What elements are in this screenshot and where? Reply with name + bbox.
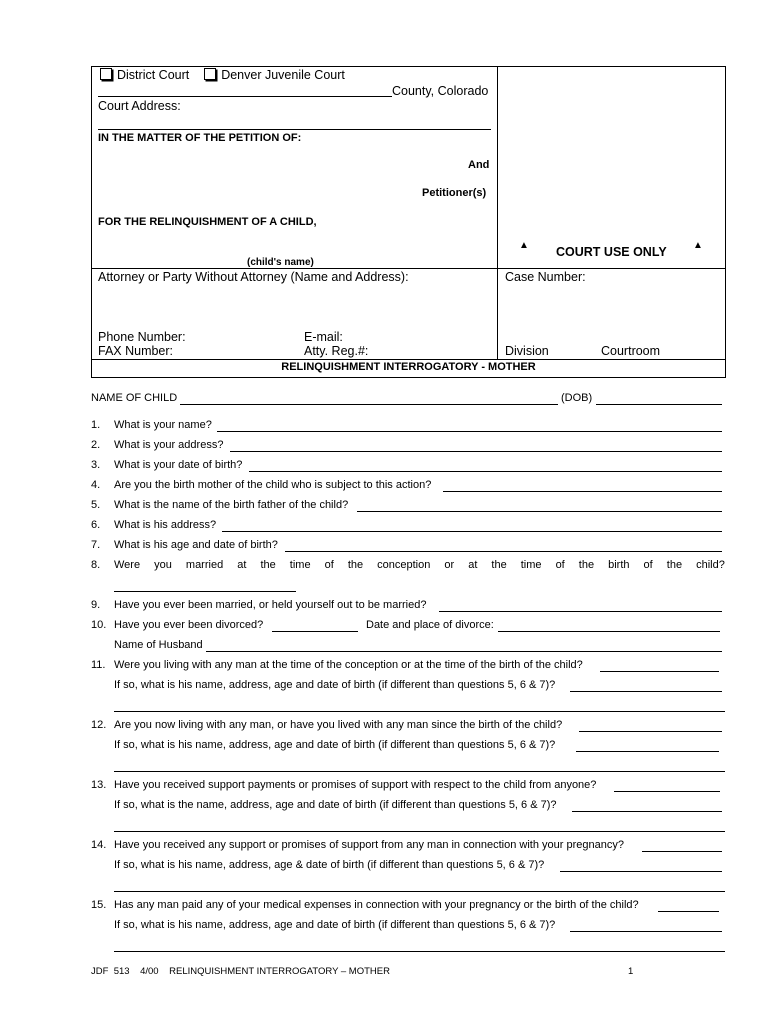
and-label: And (468, 159, 490, 171)
in-matter-label: IN THE MATTER OF THE PETITION OF: (98, 132, 302, 144)
question-subtext: Name of Husband (114, 639, 203, 651)
question-number: 8. (91, 559, 101, 571)
answer-line[interactable] (114, 771, 725, 772)
question-number: 5. (91, 499, 101, 511)
answer-line[interactable] (570, 931, 722, 932)
name-of-child-line[interactable] (180, 404, 558, 405)
answer-line[interactable] (114, 591, 296, 592)
question-subtext: If so, what is his name, address, age and date of birth (if different than questions 5, 6 & 7)? (114, 919, 556, 931)
question-word: of (555, 559, 565, 571)
answer-line[interactable] (658, 911, 719, 912)
question-text: Have you received any support or promises of support from any man in connection with your pregnancy? (114, 839, 624, 851)
question-text: Date and place of divorce: (366, 619, 494, 631)
question-subtext: If so, what is the name, address, age and date of birth (if different than questions 5, 6 & 7)? (114, 799, 557, 811)
denver-juvenile-court-checkbox[interactable] (204, 68, 216, 80)
answer-line[interactable] (572, 811, 722, 812)
question-number: 1. (91, 419, 101, 431)
answer-line[interactable] (114, 891, 725, 892)
question-number: 4. (91, 479, 101, 491)
up-arrow-icon: ▲ (519, 240, 529, 251)
question-word: at (468, 559, 478, 571)
question-word: of (643, 559, 653, 571)
fax-label: FAX Number: (98, 344, 174, 358)
email-label: E-mail: (304, 330, 343, 344)
district-court-label: District Court (117, 68, 190, 82)
attorney-label: Attorney or Party Without Attorney (Name and Address): (98, 270, 409, 284)
question-number: 6. (91, 519, 101, 531)
question-word: birth (608, 559, 630, 571)
question-subtext: If so, what is his name, address, age and date of birth (if different than questions 5, 6 & 7)? (114, 739, 556, 751)
question-text (114, 559, 725, 571)
question-word: time (520, 559, 542, 571)
answer-line[interactable] (443, 491, 722, 492)
question-number: 7. (91, 539, 101, 551)
petitioners-label: Petitioner(s) (422, 187, 487, 199)
denver-juvenile-court-label: Denver Juvenile Court (221, 68, 345, 82)
question-subtext: If so, what is his name, address, age & date of birth (if different than questions 5, 6 & 7)? (114, 859, 545, 871)
answer-line[interactable] (439, 611, 722, 612)
question-text: What is your name? (114, 419, 212, 431)
phone-label: Phone Number: (98, 330, 186, 344)
question-word: the (666, 559, 683, 571)
district-court-checkbox[interactable] (100, 68, 112, 80)
answer-line[interactable] (576, 751, 719, 752)
division-label: Division (505, 344, 549, 358)
answer-line[interactable] (357, 511, 722, 512)
question-number: 9. (91, 599, 101, 611)
question-number: 2. (91, 439, 101, 451)
answer-line[interactable] (217, 431, 722, 432)
county-line[interactable] (98, 96, 392, 97)
question-word: the (491, 559, 507, 571)
question-word: married (185, 559, 224, 571)
answer-line[interactable] (642, 851, 722, 852)
question-number: 14. (91, 839, 107, 851)
question-text: Has any man paid any of your medical expenses in connection with your pregnancy or the birth of the child? (114, 899, 639, 911)
footer-form-id: JDF 513 4/00 RELINQUISHMENT INTERROGATORY – MOTHER (91, 966, 390, 977)
question-text: What is your address? (114, 439, 224, 451)
atty-reg-label: Atty. Reg.#: (304, 344, 369, 358)
question-text: What is the name of the birth father of the child? (114, 499, 349, 511)
court-use-only-label: COURT USE ONLY (556, 245, 667, 259)
question-number: 11. (91, 659, 106, 671)
question-word: the (347, 559, 364, 571)
answer-line[interactable] (560, 871, 722, 872)
answer-line[interactable] (570, 691, 722, 692)
court-address-line[interactable] (98, 129, 491, 130)
question-text: What is your date of birth? (114, 459, 243, 471)
answer-line[interactable] (222, 531, 722, 532)
courtroom-label: Courtroom (601, 344, 661, 358)
caption-divider (497, 66, 498, 359)
answer-line[interactable] (114, 951, 725, 952)
question-word: the (260, 559, 276, 571)
answer-line[interactable] (285, 551, 722, 552)
question-number: 13. (91, 779, 107, 791)
question-text: What is his age and date of birth? (114, 539, 278, 551)
question-word: or (444, 559, 455, 571)
county-colorado-label: County, Colorado (392, 84, 489, 98)
question-text: Have you ever been married, or held yourself out to be married? (114, 599, 427, 611)
answer-line[interactable] (206, 651, 722, 652)
name-of-child-label: NAME OF CHILD (91, 392, 178, 404)
answer-line[interactable] (579, 731, 722, 732)
question-subtext: If so, what is his name, address, age and date of birth (if different than questions 5, 6 & 7)? (114, 679, 556, 691)
question-word: conception (377, 559, 431, 571)
question-word: child? (696, 559, 725, 571)
answer-line[interactable] (114, 711, 725, 712)
relinquishment-label: FOR THE RELINQUISHMENT OF A CHILD, (98, 216, 317, 228)
answer-line[interactable] (614, 791, 720, 792)
title-divider (91, 359, 726, 360)
answer-line[interactable] (272, 631, 358, 632)
up-arrow-icon: ▲ (693, 240, 703, 251)
question-number: 3. (91, 459, 101, 471)
page-number: 1 (628, 966, 634, 977)
court-address-label: Court Address: (98, 99, 181, 113)
question-word: of (324, 559, 334, 571)
childs-name-label: (child's name) (247, 257, 314, 268)
question-word: Were (114, 559, 141, 571)
answer-line[interactable] (600, 671, 719, 672)
question-text: Are you the birth mother of the child who is subject to this action? (114, 479, 432, 491)
answer-line[interactable] (114, 831, 725, 832)
question-text: Have you received support payments or promises of support with respect to the child from anyone? (114, 779, 597, 791)
question-text: Have you ever been divorced? (114, 619, 264, 631)
answer-line[interactable] (230, 451, 722, 452)
question-number: 12. (91, 719, 107, 731)
case-number-label: Case Number: (505, 270, 586, 284)
question-text: What is his address? (114, 519, 217, 531)
question-word: you (154, 559, 172, 571)
dob-label: (DOB) (561, 392, 593, 404)
form-title: RELINQUISHMENT INTERROGATORY - MOTHER (281, 361, 536, 373)
answer-line[interactable] (249, 471, 722, 472)
court-type-row (100, 68, 345, 82)
question-word: the (578, 559, 595, 571)
question-word: time (289, 559, 311, 571)
question-number: 10. (91, 619, 107, 631)
question-number: 15. (91, 899, 107, 911)
answer-line[interactable] (498, 631, 720, 632)
question-text: Were you living with any man at the time of the conception or at the time of the birth of the child? (114, 659, 583, 671)
attorney-divider (91, 268, 726, 269)
question-word: at (237, 559, 247, 571)
question-text: Are you now living with any man, or have you lived with any man since the birth of the child? (114, 719, 563, 731)
dob-line[interactable] (596, 404, 722, 405)
